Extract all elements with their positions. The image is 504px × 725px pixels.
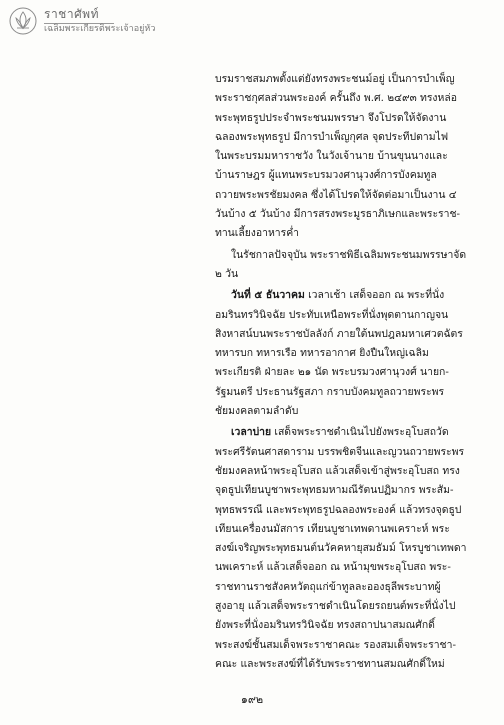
header-subtitle: เฉลิมพระเกียรติพระเจ้าอยู่หัว [44, 23, 156, 34]
text-line: อมรินทรวินิจฉัย ประทับเหนือพระที่นั่งพุดตานกาญจน [215, 308, 449, 321]
text-line: ราชทานราชสังคหวัตถุแก่ข้าทูลละอองธุลีพระบาทผู้ [215, 580, 441, 593]
text-line: พระราชกุศลส่วนพระองค์ ครั้นถึง พ.ศ. ๒๔๙๓ ทรงหล่อ [215, 92, 457, 105]
text-line [215, 423, 485, 442]
text-line: สูงอายุ แล้วเสด็จพระราชดำเนินโดยรถยนต์พระที่นั่งไป [215, 600, 456, 613]
text-line: รัฐมนตรี ประธานรัฐสภา กราบบังคมทูลถวายพระพร [215, 385, 445, 398]
text-line: วันบ้าง ๕ วันบ้าง มีการสรงพระมูรธาภิเษกและพระราช- [215, 208, 461, 221]
page-header [8, 6, 155, 36]
paragraph-4 [215, 423, 485, 674]
text-line: ยังพระที่นั่งอมรินทรวินิจฉัย ทรงสถาปนาสมณศักดิ์ [215, 619, 435, 632]
text-fragment: เสด็จพระราชดำเนินไปยังพระอุโบสถวัด [271, 426, 449, 439]
text-line: ๒ วัน [215, 267, 239, 280]
text-line: คณะ และพระสงฆ์ที่ได้รับพระราชทานสมณศักดิ์ใหม่ [215, 657, 445, 670]
text-line: เทียนเครื่องนมัสการ เทียนบูชาเทพดานพเคราะห์ พระ [215, 522, 450, 535]
time-heading: เวลาบ่าย [231, 426, 272, 439]
date-heading: วันที่ ๕ ธันวาคม [231, 289, 305, 302]
text-line: พระศรีรัตนศาสดาราม บรรพชิตจีนและญวนถวายพระพร [215, 445, 465, 458]
text-line: ชัยมงคลตามลำดับ [215, 405, 299, 418]
text-line: ฉลองพระพุทธรูป มีการบำเพ็ญกุศล จุดประทีปตามไฟ [215, 130, 449, 143]
text-line: พระพุทธรูปประจำพระชนมพรรษา จึงโปรดให้จัดงาน [215, 111, 447, 124]
text-line [215, 286, 485, 305]
text-line: บรมราชสมภพตั้งแต่ยังทรงพระชนม์อยู่ เป็นการบำเพ็ญ [215, 73, 455, 85]
text-line: จุดธูปเทียนบูชาพระพุทธมหามณีรัตนปฏิมากร พระสัม- [215, 484, 454, 497]
text-fragment: เวลาเช้า เสด็จออก ณ พระที่นั่ง [304, 289, 445, 302]
text-line: ในรัชกาลปัจจุบัน พระราชพิธีเฉลิมพระชนมพรรษาจัด [231, 248, 467, 261]
page-number: ๑๙๒ [240, 693, 264, 706]
text-line: พระสงฆ์ชั้นสมเด็จพระราชาคณะ รองสมเด็จพระราชา- [215, 638, 456, 651]
text-line: พระเกียรติ ฝ่ายละ ๒๑ นัด พระบรมวงศานุวงศ์ นายก- [215, 366, 449, 379]
text-line: ถวายพระพรชัยมงคล ซึ่งได้โปรดให้จัดต่อมาเป็นงาน ๔ [215, 188, 457, 201]
paragraph-1 [215, 70, 485, 244]
body-text [215, 70, 485, 674]
text-line: ชัยมงคลหน้าพระอุโบสถ แล้วเสด็จเข้าสู่พระอุโบสถ ทรง [215, 464, 460, 477]
text-line: สงฆ์เจริญพระพุทธมนต์นวัคคหายุสมธัมม์ โหรบูชาเทพดา [215, 542, 467, 555]
text-line: พุทธพรรณี และพระพุทธรูปฉลองพระองค์ แล้วทรงจุดธูป [215, 503, 462, 516]
text-line: สิงหาสน์บนพระราชบัลลังก์ ภายใต้นพปฎลมหาเศวตฉัตร [215, 327, 463, 340]
text-line: ทานเลี้ยงอาหารค่ำ [215, 227, 299, 240]
text-line: นพเคราะห์ แล้วเสด็จออก ณ หน้ามุขพระอุโบสถ พระ- [215, 561, 451, 574]
lotus-emblem-icon [8, 6, 38, 36]
text-line: ทหารบก ทหารเรือ ทหารอากาศ ยิงปืนใหญ่เฉลิม [215, 347, 429, 360]
paragraph-2 [215, 246, 485, 285]
header-title: ราชาศัพท์ [44, 6, 100, 21]
paragraph-3 [215, 286, 485, 421]
text-line: บ้านราษฎร ผู้แทนพระบรมวงศานุวงศ์การบังคมทูล [215, 169, 437, 182]
text-line: ในพระบรมมหาราชวัง ในวังเจ้านาย บ้านขุนนางและ [215, 150, 448, 163]
